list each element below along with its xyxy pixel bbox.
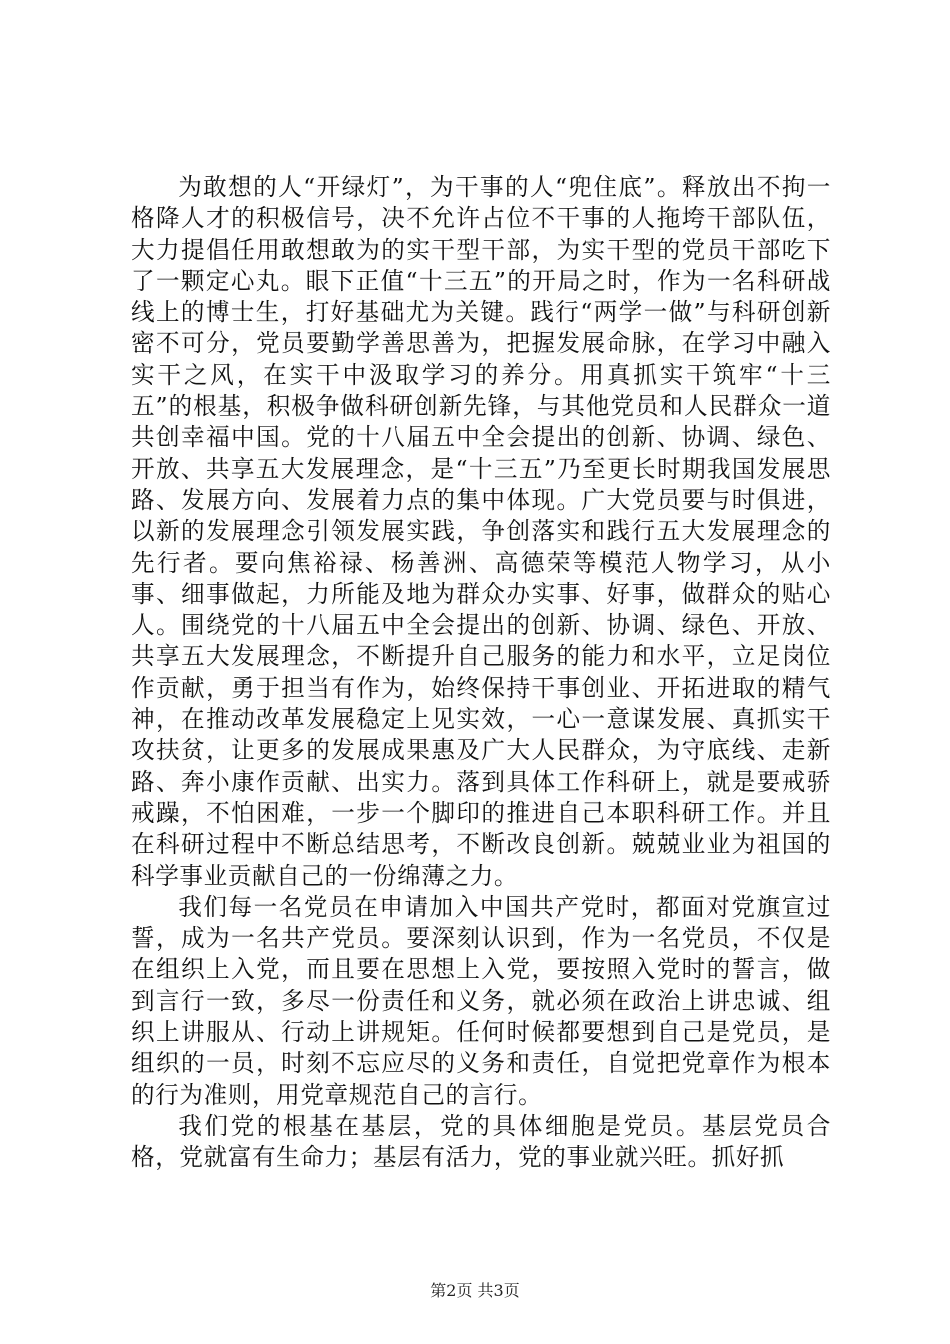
paragraph-1: 为敢想的人“开绿灯”，为干事的人“兜住底”。释放出不拘一格降人才的积极信号，决不允许占位不干事的人拖垮干部队伍，大力提倡任用敢想敢为的实干型干部，为实干型的党员干部吃下了一颗定心丸。眼下正值“十三五”的开局之时，作为一名科研战线上的博士生，打好基础尤为关键。践行“两学一做”与科研创新密不可分，党员要勤学善思善为，把握发展命脉，在学习中融入实干之风，在实干中汲取学习的养分。用真抓实干筑牢“十三五”的根基，积极争做科研创新先锋，与其他党员和人民群众一道共创幸福中国。党的十八届五中全会提出的创新、协调、绿色、开放、共享五大发展理念，是“十三五”乃至更长时期我国发展思路、发展方向、发展着力点的集中体现。广大党员要与时俱进，以新的发展理念引领发展实践，争创落实和践行五大发展理念的先行者。要向焦裕禄、杨善洲、高德荣等模范人物学习，从小事、细事做起，力所能及地为群众办实事、好事，做群众的贴心人。围绕党的十八届五中全会提出的创新、协调、绿色、开放、共享五大发展理念，不断提升自己服务的能力和水平，立足岗位作贡献，勇于担当有作为，始终保持干事创业、开拓进取的精气神，在推动改革发展稳定上见实效，一心一意谋发展、真抓实干攻扶贫，让更多的发展成果惠及广大人民群众，为守底线、走新路、奔小康作贡献、出实力。落到具体工作科研上，就是要戒骄戒躁，不怕困难，一步一个脚印的推进自己本职科研工作。并且在科研过程中不断总结思考，不断改良创新。兢兢业业为祖国的科学事业贡献自己的一份绵薄之力。	[131, 173, 831, 890]
page-footer: 第2页 共3页	[430, 1281, 520, 1300]
document-body	[131, 172, 831, 1174]
paragraph-3: 我们党的根基在基层，党的具体细胞是党员。基层党员合格，党就富有生命力；基层有活力，党的事业就兴旺。抓好抓	[131, 1111, 831, 1172]
paragraph-2: 我们每一名党员在申请加入中国共产党时，都面对党旗宣过誓，成为一名共产党员。要深刻认识到，作为一名党员，不仅是在组织上入党，而且要在思想上入党，要按照入党时的誓言，做到言行一致，多尽一份责任和义务，就必须在政治上讲忠诚、组织上讲服从、行动上讲规矩。任何时候都要想到自己是党员，是组织的一员，时刻不忘应尽的义务和责任，自觉把党章作为根本的行为准则，用党章规范自己的言行。	[131, 892, 831, 1109]
